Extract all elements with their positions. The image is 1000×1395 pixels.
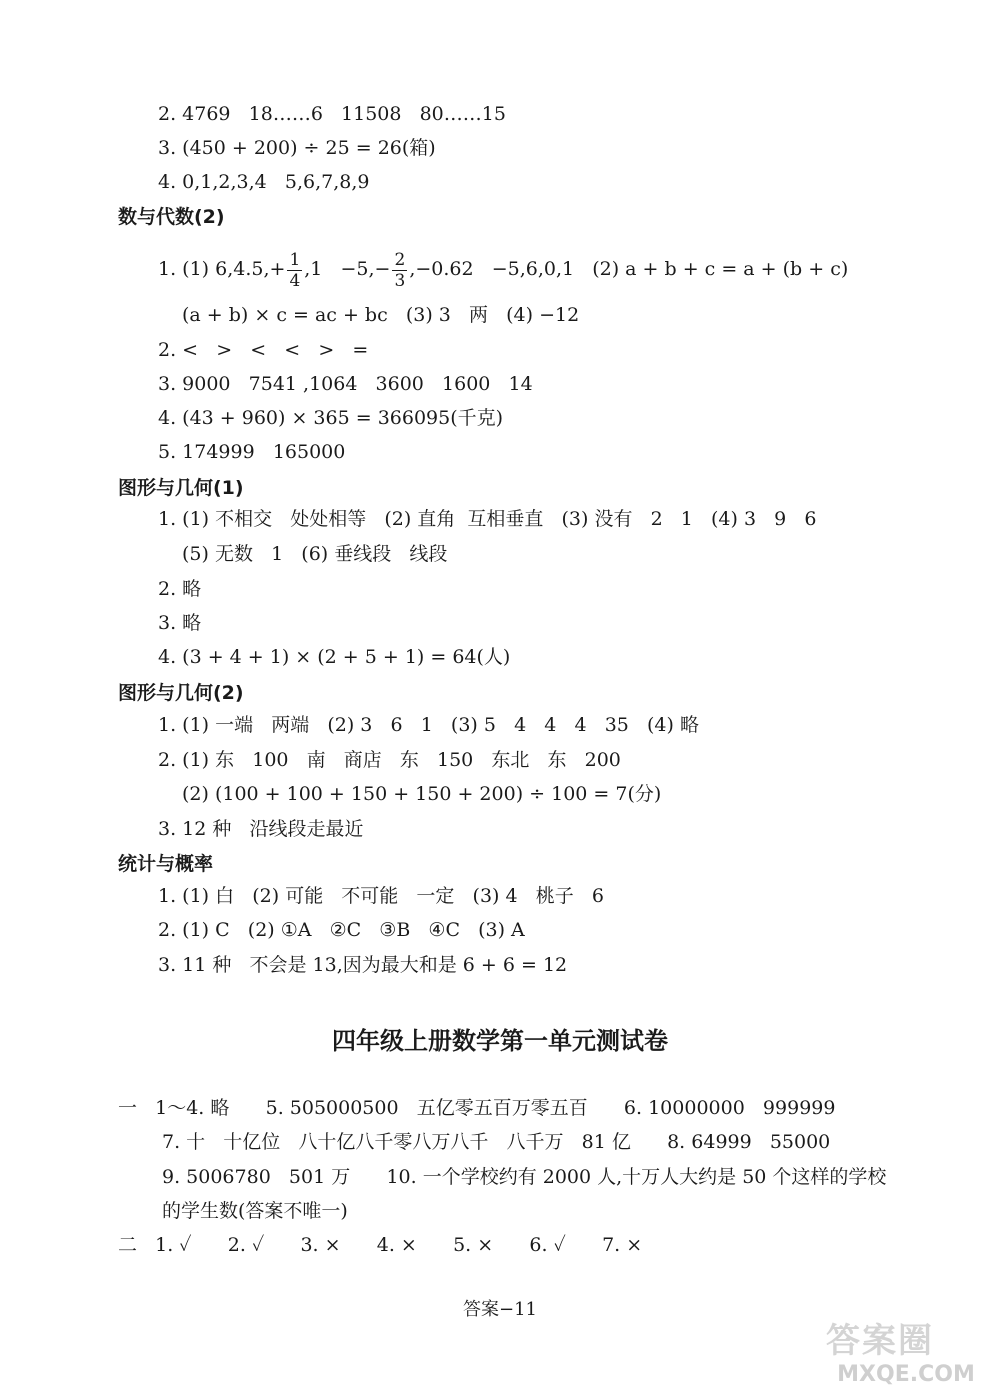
answer-line: 1. (1) 白 (2) 可能 不可能 一定 (3) 4 桃子 6: [158, 885, 604, 907]
answer-line: 4. (43 + 960) × 365 = 366095(千克): [158, 407, 504, 429]
answer-line: 5. 174999 165000: [158, 441, 346, 463]
answer-line: (a + b) × c = ac + bc (3) 3 两 (4) −12: [182, 304, 580, 326]
answer-line-with-fractions: 1. (1) 6,4.5,+ $\frac{1}{4}$ ,1 −5,− $\frac{2}{3}$ ,−0.62 −5,6,0,1 (2) a + b + c = a + (b + c): [158, 249, 849, 291]
answer-line: 2. (1) C (2) ①A ②C ③B ④C (3) A: [158, 919, 525, 941]
answer-line: 3. (450 + 200) ÷ 25 = 26(箱): [158, 137, 436, 159]
answer-line: 3. 12 种 沿线段走最近: [158, 818, 364, 840]
answer-line: 3. 9000 7541 ,1064 3600 1600 14: [158, 373, 533, 395]
watermark-logo: 答案圈: [826, 1321, 934, 1361]
watermark: [826, 1313, 986, 1387]
section-heading: 图形与几何(2): [118, 682, 244, 704]
answer-line: 的学生数(答案不唯一): [162, 1200, 348, 1222]
answer-line: 4. (3 + 4 + 1) × (2 + 5 + 1) = 64(人): [158, 646, 511, 668]
answer-line: 1. (1) 不相交 处处相等 (2) 直角 互相垂直 (3) 没有 2 1 (4) 3 9 6: [158, 508, 817, 530]
answer-line: 1. (1) 一端 两端 (2) 3 6 1 (3) 5 4 4 4 35 (4) 略: [158, 714, 699, 736]
answer-line: 7. 十 十亿位 八十亿八千零八万八千 八千万 81 亿 8. 64999 55000: [162, 1131, 831, 1153]
answer-line: 2. < > < < > =: [158, 339, 369, 361]
page-number: 答案−11: [463, 1299, 537, 1320]
answer-line: 2. 4769 18……6 11508 80……15: [158, 103, 506, 125]
fraction: $\frac{2}{3}$: [394, 249, 406, 291]
section-heading: 图形与几何(1): [118, 477, 244, 499]
answer-line: 3. 11 种 不会是 13,因为最大和是 6 + 6 = 12: [158, 954, 568, 976]
answer-line: (5) 无数 1 (6) 垂线段 线段: [182, 543, 448, 565]
answer-line: 二 1. ✓ 2. ✓ 3. × 4. × 5. × 6. ✓ 7. ×: [118, 1234, 643, 1256]
fraction: $\frac{1}{4}$: [289, 249, 301, 291]
answer-line: 2. 略: [158, 578, 202, 600]
answer-line: 2. (1) 东 100 南 商店 东 150 东北 东 200: [158, 749, 621, 771]
answer-line: 9. 5006780 501 万 10. 一个学校约有 2000 人,十万人大约是 50 个这样的学校: [162, 1166, 887, 1188]
unit-test-title: 四年级上册数学第一单元测试卷: [332, 1027, 668, 1055]
answer-line: (2) (100 + 100 + 150 + 150 + 200) ÷ 100 = 7(分): [182, 783, 662, 805]
section-heading: 统计与概率: [118, 853, 214, 875]
section-heading: 数与代数(2): [118, 206, 225, 228]
answer-line: 3. 略: [158, 612, 202, 634]
answer-line: 一 1～4. 略 5. 505000500 五亿零五百万零五百 6. 10000000 999999: [118, 1097, 836, 1119]
watermark-url: MXQE.COM: [837, 1362, 975, 1387]
answer-line: 4. 0,1,2,3,4 5,6,7,8,9: [158, 171, 370, 193]
